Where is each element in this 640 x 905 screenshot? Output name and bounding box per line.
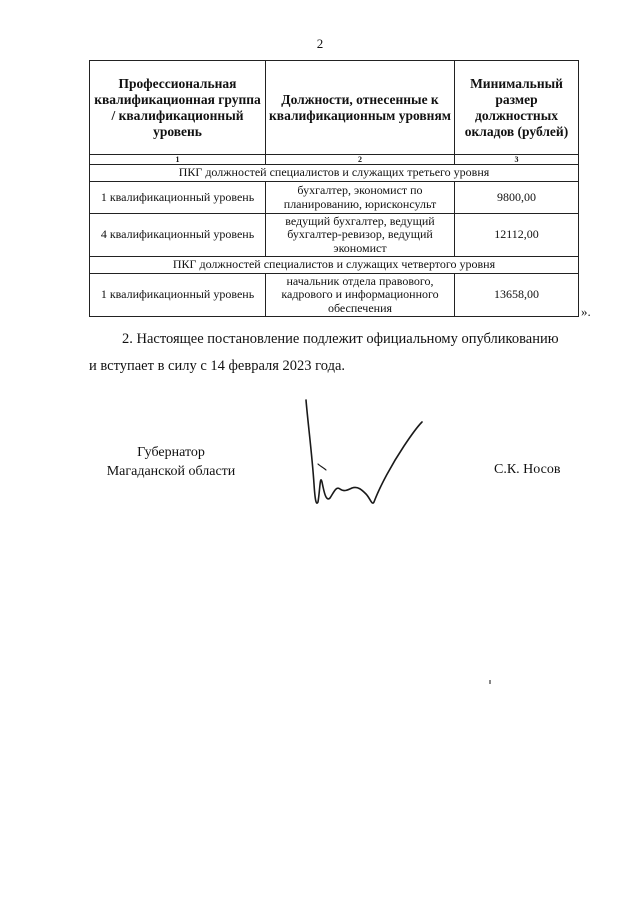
group-row: [90, 257, 579, 274]
column-number: 3: [455, 155, 579, 165]
table-row: [90, 214, 579, 257]
header-qualification-group: Профессиональная квалификационная группа / квалификационный уровень: [90, 61, 266, 155]
group-title: ПКГ должностей специалистов и служащих четвертого уровня: [90, 257, 579, 274]
positions: начальник отдела правового, кадрового и информационного обеспечения: [266, 274, 455, 317]
signatory-position: Губернатор: [137, 445, 205, 460]
column-number: 1: [90, 155, 266, 165]
qualification-level: 1 квалификационный уровень: [90, 182, 266, 214]
signatory-title: [86, 443, 256, 481]
salary-value: 9800,00: [455, 182, 579, 214]
column-number-row: [90, 155, 579, 165]
table-header-row: [90, 61, 579, 155]
signatory-name: С.К. Носов: [494, 462, 561, 477]
paragraph-line-2: и вступает в силу с 14 февраля 2023 года.: [89, 358, 346, 374]
closing-quote: ».: [581, 304, 591, 319]
group-row: [90, 165, 579, 182]
scan-mark: [489, 680, 491, 684]
page-number: 2: [316, 36, 324, 51]
column-number: 2: [266, 155, 455, 165]
qualification-level: 4 квалификационный уровень: [90, 214, 266, 257]
header-positions: Должности, отнесенные к квалификационным уровням: [266, 61, 455, 155]
handwritten-signature: [296, 394, 436, 524]
salary-value: 12112,00: [455, 214, 579, 257]
paragraph-text: 2. Настоящее постановление подлежит официальному опубликованию: [122, 331, 559, 347]
group-title: ПКГ должностей специалистов и служащих третьего уровня: [90, 165, 579, 182]
positions: бухгалтер, экономист по планированию, юрисконсульт: [266, 182, 455, 214]
header-min-salary: Минимальный размер должностных окладов (рублей): [455, 61, 579, 155]
salary-table: [89, 60, 579, 317]
positions: ведущий бухгалтер, ведущий бухгалтер-ревизор, ведущий экономист: [266, 214, 455, 257]
table-row: [90, 274, 579, 317]
salary-value: 13658,00: [455, 274, 579, 317]
signatory-region: Магаданской области: [106, 464, 236, 479]
paragraph-line-1: [89, 327, 579, 352]
qualification-level: 1 квалификационный уровень: [90, 274, 266, 317]
table-row: [90, 182, 579, 214]
